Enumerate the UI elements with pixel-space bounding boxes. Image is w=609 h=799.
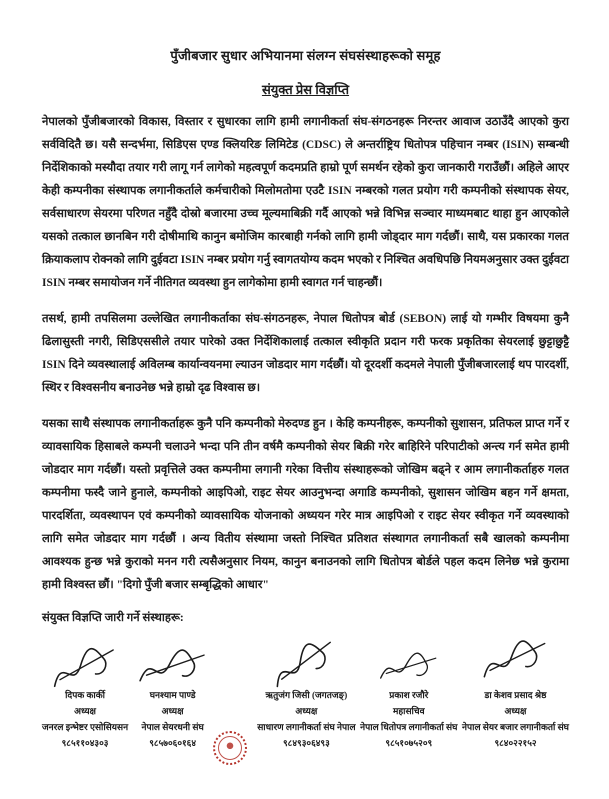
signatory-name: डा केशव प्रसाद श्रेष्ठ — [484, 690, 547, 700]
signatory-phone: ९८५११०४३०३ — [61, 738, 109, 748]
signatory-organization: नेपाल धितोपत्र लगानीकर्ता संघ — [360, 722, 458, 732]
body-paragraph: यसका साथै संस्थापक लगानीकर्ताहरू कुनै पनि कम्पनीको मेरुदण्ड हुन । केहि कम्पनीहरू, कम्पनीको सुशासन, प्रतिफल प्राप्त गर्ने र व्यावसायिक हिसाबले कम्पनी चलाउने भन्दा पनि तीन वर्षमै कम्पनीको सेयर बिक्री गरेर बाहिरिने परिपाटीको अन्त्य गर्न समेत हामी जोडदार माग गर्दछौं। यस्तो प्रवृत्तिले उक्त कम्पनीमा लगानी गरेका वित्तीय संस्थाहरूको जोखिम बढ्ने र आम लगानीकर्ताहरु गलत कम्पनीमा फस्दै जाने हुनाले, कम्पनीको आइपिओ, राइट सेयर आउनुभन्दा अगाडि कम्पनीको, सुशासन जोखिम बहन गर्ने क्षमता, पारदर्शिता, व्यवस्थापन एवं कम्पनीको व्यावसायिक योजनाको अध्ययन गरेर मात्र आइपिओ र राइट सेयर स्वीकृत गर्ने व्यवस्थाको लागि समेत जोडदार माग गर्दछौं । अन्य वितीय संस्थामा जस्तो निश्चित प्रतिशत संस्थागत लगानीकर्ता सबै खालको कम्पनीमा आवश्यक हुन्छ भन्ने कुराको मनन गरी त्यसैअनुसार नियम, कानुन बनाउनको लागि धितोपत्र बोर्डले पहल कदम लिनेछ भन्ने कुरामा हामी विश्वस्त छौं। "दिगो पुँजी बजार सम्बृद्धिको आधार" — [42, 418, 569, 591]
signatory-block — [462, 647, 569, 751]
signature-row — [42, 647, 569, 751]
signatory-organization: नेपाल सेयरधनी संघ — [141, 722, 204, 732]
signatory-name: घनश्याम पाण्डे — [149, 690, 196, 700]
document-body — [42, 111, 569, 597]
document-title: पुँजीबजार सुधार अभियानमा संलग्न संघसंस्थाहरूको समूह — [170, 48, 441, 63]
signatory-phone: ९८५१०७५२०९ — [385, 738, 433, 748]
signatory-title: अध्यक्ष — [295, 706, 318, 716]
signatory-title: अध्यक्ष — [161, 706, 184, 716]
body-paragraph: नेपालको पुँजीबजारको विकास, विस्तार र सुधारका लागि हामी लगानीकर्ता संघ-संगठनहरू निरन्तर आवाज उठाउँदै आएको कुरा सर्वविदितै छ। यसै सन्दर्भमा, सिडिएस एण्ड क्लियरिङ लिमिटेड (CDSC) ले अन्तर्राष्ट्रिय धितोपत्र पहिचान नम्बर (ISIN) सम्बन्धी निर्देशिकाको मस्यौदा तयार गरी लागू गर्न लागेको महत्वपूर्ण कदमप्रति हाम्रो पूर्ण समर्थन रहेको कुरा जानकारी गराउँछौं। अहिले आएर केही कम्पनीका संस्थापक लगानीकर्ताले कर्मचारीको मिलोमतोमा एउटै ISIN नम्बरको गलत प्रयोग गरी कम्पनीको संस्थापक सेयर, सर्वसाधारण सेयरमा परिणत नहुँदै दोस्रो बजारमा उच्च मूल्यमाबिक्री गर्दै आएको भन्ने विभिन्न सञ्चार माध्यमबाट थाहा हुन आएकोले यसको तत्काल छानबिन गरी दोषीमाथि कानुन बमोजिम कारबाही गर्नको लागि हामी जोड्दार माग गर्दछौं। साथै, यस प्रकारका गलत क्रियाकलाप रोक्नको लागि दुईवटा ISIN नम्बर प्रयोग गर्नु स्वागतयोग्य कदम भएको र निश्चित अवधिपछि नियमअनुसार उक्त दुईवटा ISIN नम्बर समायोजन गर्ने नीतिगत व्यवस्था हुन लागेकोमा हामी स्वागत गर्न चाहन्छौं। — [42, 116, 569, 289]
signatory-block — [360, 647, 457, 751]
signatory-phone: ९८४०२२१५२ — [494, 738, 537, 748]
signatory-phone: ९८५७०६०१६४ — [149, 738, 197, 748]
handwritten-signature-icon — [373, 647, 445, 691]
handwritten-signature-icon — [131, 644, 214, 693]
signatory-block — [42, 647, 128, 751]
official-seal-center — [218, 736, 242, 760]
signatory-title: अध्यक्ष — [74, 706, 96, 716]
signatory-block — [133, 647, 213, 751]
document-subtitle: संयुक्त प्रेस विज्ञप्ति — [261, 82, 350, 97]
handwritten-signature-icon — [43, 643, 127, 695]
handwritten-signature-icon — [474, 637, 556, 685]
signatory-title: अध्यक्ष — [504, 706, 527, 716]
official-seal-icon — [213, 731, 247, 765]
signatory-organization: जनरल इन्भेष्टर एसोसियसन — [42, 722, 129, 732]
signatory-organization: साधारण लगानीकर्ता संघ नेपाल — [257, 722, 356, 732]
signatory-organization: नेपाल सेयर बजार लगानीकर्ता संघ — [462, 722, 569, 732]
signatory-name: दिपक कार्की — [65, 690, 105, 700]
signatory-phone: ९८४९३०६४९३ — [282, 738, 330, 748]
signatory-name: ऋतुजंग जिसी (जगतजङ्) — [265, 690, 348, 700]
signatory-name: प्रकाश रजौरे — [389, 690, 429, 700]
signatory-title: महासचिव — [392, 706, 425, 716]
signatory-block — [257, 647, 355, 751]
signatories-heading: संयुक्त विज्ञप्ति जारी गर्ने संस्थाहरू: — [42, 612, 184, 624]
body-paragraph: तसर्थ, हामी तपसिलमा उल्लेखित लगानीकर्ताका संघ-संगठनहरू, नेपाल धितोपत्र बोर्ड (SEBON) लाई यो गम्भीर विषयमा कुनै ढिलासुस्ती नगरी, सिडिएससीले तयार पारेको उक्त निर्देशिकालाई तत्काल स्वीकृति प्रदान गरी फरक प्रकृतिका सेयरलाई छुट्टाछुट्टै ISIN दिने व्यवस्थालाई अविलम्ब कार्यान्वयनमा ल्याउन जोडदार माग गर्दछौं। यो दूरदर्शी कदमले नेपाली पुँजीबजारलाई थप पारदर्शी, स्थिर र विश्वसनीय बनाउनेछ भन्ने हाम्रो दृढ विश्वास छ। — [42, 313, 569, 394]
